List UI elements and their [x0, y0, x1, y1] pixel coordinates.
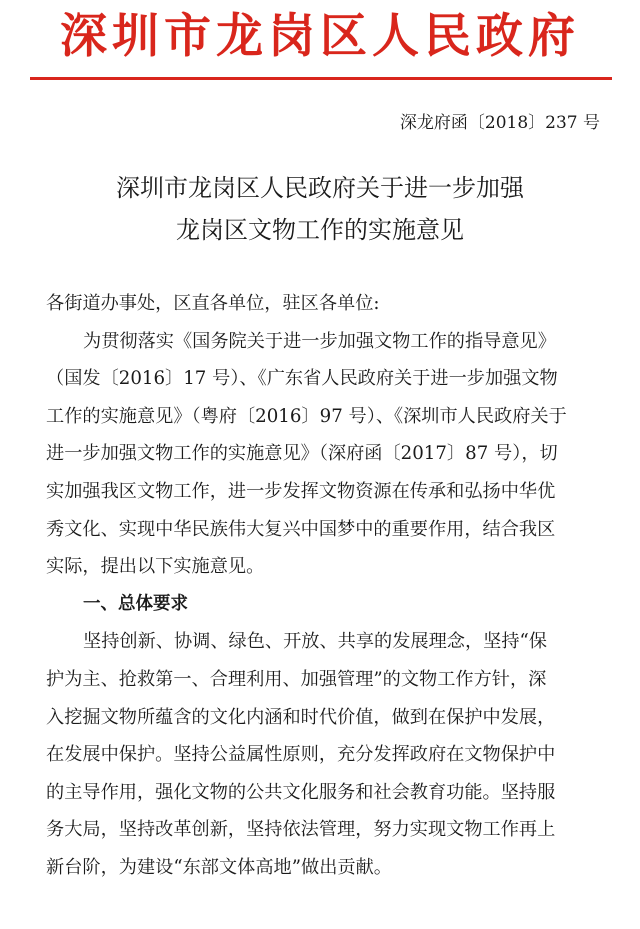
- section-line: 在发展中保护。坚持公益属性原则，充分发挥政府在文物保护中: [46, 744, 556, 766]
- paragraph-line: 秀文化、实现中华民族伟大复兴中国梦中的重要作用，结合我区: [46, 518, 556, 540]
- section-line: 入挖掘文物所蕴含的文化内涵和时代价值，做到在保护中发展，: [46, 706, 556, 728]
- issuer-masthead: 深圳市龙岗区人民政府: [60, 9, 580, 64]
- section-line: 的主导作用，强化文物的公共文化服务和社会教育功能。坚持服: [46, 781, 556, 803]
- section-heading: 一、总体要求: [83, 593, 188, 614]
- paragraph-line: 进一步加强文物工作的实施意见》（深府函〔2017〕87 号），切: [46, 443, 558, 465]
- section-line: 务大局，坚持改革创新，坚持依法管理，努力实现文物工作再上: [46, 819, 556, 841]
- section-line: 护为主、抢救第一、合理利用、加强管理”的文物工作方针，深: [46, 668, 547, 690]
- addressee-line: 各街道办事处，区直各单位，驻区各单位:: [46, 293, 380, 314]
- section-line: 坚持创新、协调、绿色、开放、共享的发展理念，坚持“保: [83, 631, 547, 653]
- paragraph-line: 为贯彻落实《国务院关于进一步加强文物工作的指导意见》: [83, 330, 556, 352]
- red-divider-line: [30, 77, 612, 80]
- paragraph-line: 实际，提出以下实施意见。: [46, 556, 265, 578]
- paragraph-line: 工作的实施意见》（粤府〔2016〕97 号）、《深圳市人民政府关于: [46, 405, 567, 427]
- title-line-2: 龙岗区文物工作的实施意见: [176, 216, 464, 244]
- paragraph-line: （国发〔2016〕17 号）、《广东省人民政府关于进一步加强文物: [46, 368, 558, 390]
- paragraph-line: 实加强我区文物工作，进一步发挥文物资源在传承和弘扬中华优: [46, 480, 556, 502]
- document-title: [0, 167, 640, 251]
- document-body: [46, 285, 612, 887]
- section-line: 新台阶，为建设“东部文体高地”做出贡献。: [46, 856, 392, 878]
- document-number: 深龙府函〔2018〕237 号: [399, 113, 600, 133]
- title-line-1: 深圳市龙岗区人民政府关于进一步加强: [116, 174, 524, 202]
